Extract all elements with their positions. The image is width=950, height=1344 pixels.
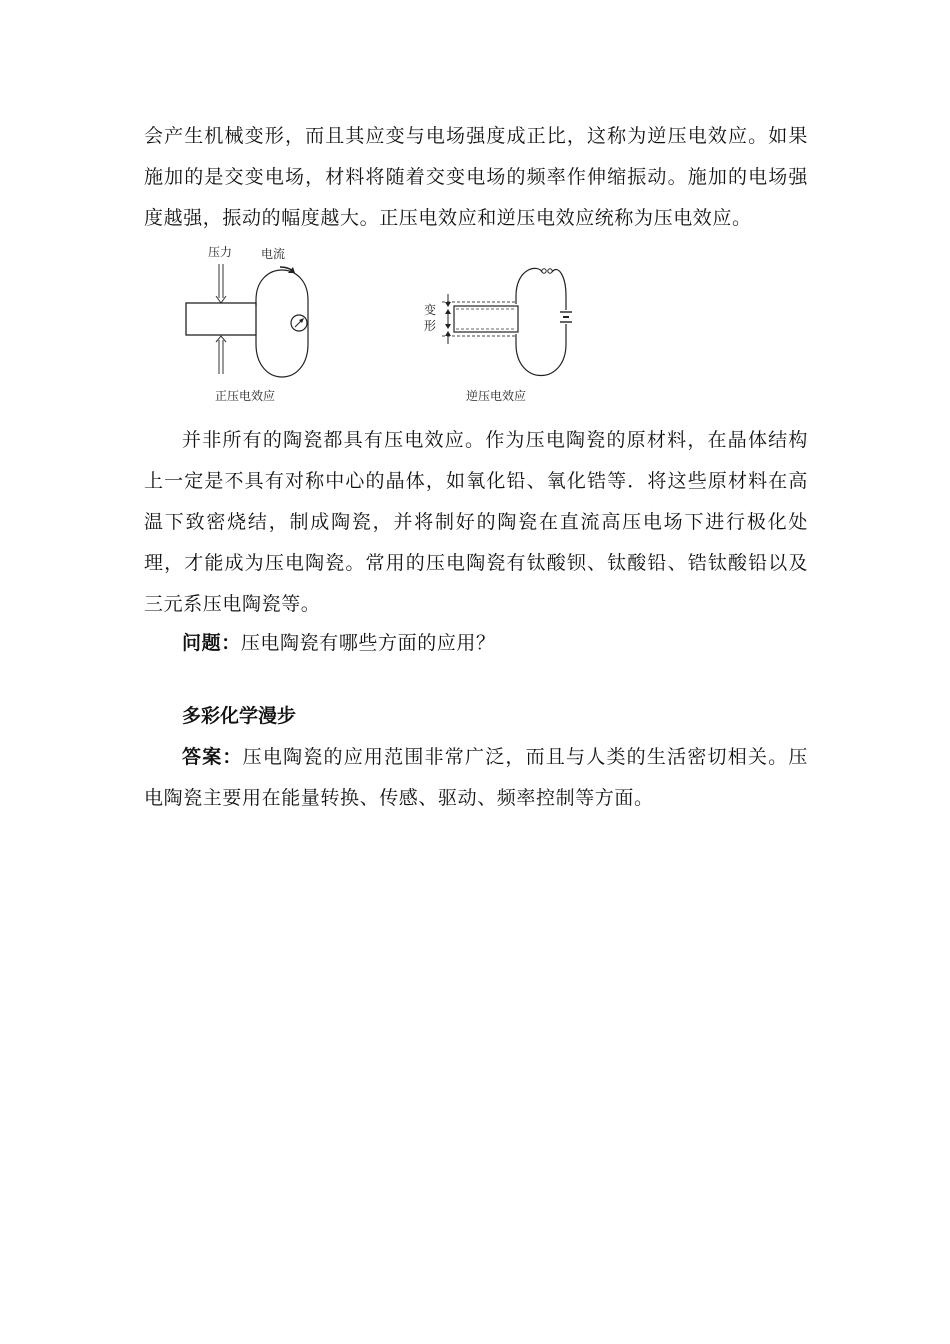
answer-text: 压电陶瓷的应用范围非常广泛，而且与人类的生活密切相关。压电陶瓷主要用在能量转换、传感、驱动、频率控制等方面。 — [144, 746, 808, 809]
section-title: 多彩化学漫步 — [182, 705, 297, 727]
caption-direct-piezo: 正压电效应 — [215, 389, 276, 403]
paragraph-ceramics: 并非所有的陶瓷都具有压电效应。作为压电陶瓷的原材料，在晶体结构上一定是不具有对称中心的晶体，如氧化铅、氧化锆等．将这些原材料在高温下致密烧结，制成陶瓷，并将制好的陶瓷在直流高压电场下进行极化处理，才能成为压电陶瓷。常用的压电陶瓷有钛酸钡、钛酸铅、锆钛酸铅以及三元系压电陶瓷等。 — [144, 429, 808, 615]
answer — [144, 737, 808, 819]
ceramic-block — [186, 303, 256, 335]
force-label: 压力 — [208, 245, 233, 259]
deform-label-1: 变 — [424, 303, 437, 317]
current-label: 电流 — [261, 247, 286, 261]
ceramic-block — [454, 306, 518, 332]
deform-label-2: 形 — [424, 319, 437, 333]
question-label: 问题： — [182, 632, 241, 654]
figure-inverse-piezo — [418, 240, 588, 410]
question — [144, 623, 808, 664]
answer-label: 答案： — [182, 746, 243, 768]
question-text: 压电陶瓷有哪些方面的应用？ — [240, 632, 496, 654]
caption-inverse-piezo: 逆压电效应 — [466, 389, 527, 403]
figure-direct-piezo — [180, 240, 330, 410]
paragraph-inverse-piezo: 会产生机械变形，而且其应变与电场强度成正比，这称为逆压电效应。如果施加的是交变电场，材料将随着交变电场的频率作伸缩振动。施加的电场强度越强，振动的幅度越大。正压电效应和逆压电效应统称为压电效应。 — [144, 125, 808, 229]
